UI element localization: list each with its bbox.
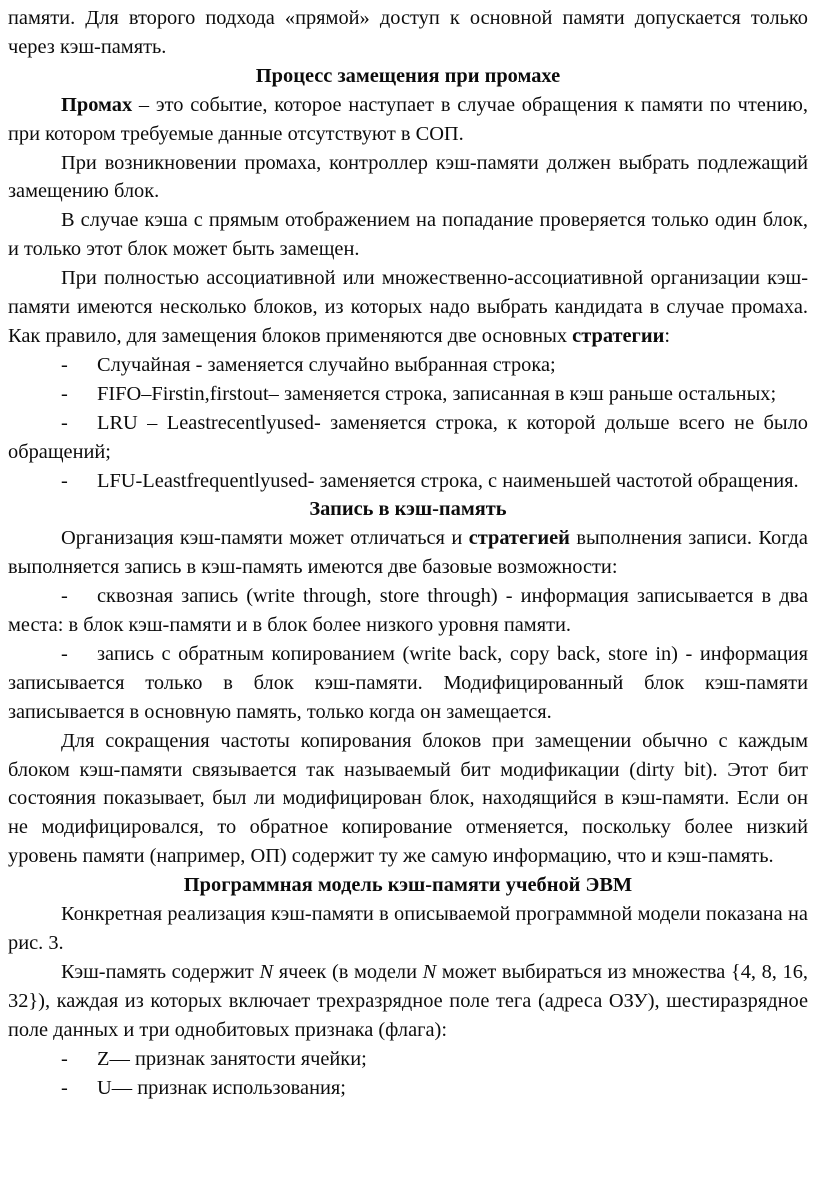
heading-cache-write: Запись в кэш-память — [309, 498, 507, 521]
paragraph-continuation: памяти. Для второго подхода «прямой» доступ к основной памяти допускается только через кэш-память. — [8, 7, 808, 58]
list-item-text: U— признак использования; — [97, 1076, 346, 1099]
term-strategies: стратегии — [572, 324, 665, 347]
var-n: N — [259, 960, 274, 983]
paragraph-miss-definition — [8, 91, 808, 149]
term-miss: Промах — [61, 93, 133, 116]
var-n: N — [422, 960, 437, 983]
paragraph-cells — [8, 958, 808, 1045]
paragraph-write-strategy — [8, 524, 808, 582]
paragraph-associative — [8, 264, 808, 351]
list-dash: - — [61, 353, 68, 376]
list-dash: - — [61, 1047, 68, 1070]
cells-text: ячеек (в модели — [273, 960, 423, 983]
paragraph-dirty-bit: Для сокращения частоты копирования блоков при замещении обычно с каждым блоком кэш-памяти связывается так называемый бит модификации (dirty bit). Этот бит состояния показывает, был ли модифицирован блок, находящийся в кэш-памяти. Если он не модифицировался, то обратное копирование отменяется, поскольку более низкий уровень памяти (например, ОП) содержит ту же самую информацию, что и кэш-память. — [8, 729, 808, 868]
heading-program-model: Программная модель кэш-памяти учебной ЭВМ — [183, 874, 633, 897]
miss-definition-text: – это событие, которое наступает в случае обращения к памяти по чтению, при котором требуемые данные отсутствуют в СОП. — [8, 93, 808, 145]
cells-text: Кэш-память содержит — [61, 960, 260, 983]
list-item-text: FIFO–Firstin,firstout– заменяется строка, записанная в кэш раньше остальных; — [97, 382, 777, 405]
list-item-text: запись с обратным копированием (write back, copy back, store in) - информация записывается только в блок кэш-памяти. Модифицированный блок кэш-памяти записывается в основную память, только когда он замещается. — [8, 642, 808, 723]
list-item-text: LFU-Leastfrequentlyused- заменяется строка, с наименьшей частотой обращения. — [97, 469, 799, 492]
associative-colon: : — [664, 324, 670, 347]
list-dash: - — [61, 469, 68, 492]
heading-replacement-on-miss: Процесс замещения при промахе — [255, 64, 561, 87]
write-strategy-rest: выполнения записи. Когда выполняется запись в кэш-память имеются две базовые возможности: — [8, 527, 808, 579]
list-item-write-back — [8, 640, 808, 727]
list-item-text: Случайная - заменяется случайно выбранная строка; — [97, 353, 556, 376]
list-item-fifo — [8, 380, 808, 409]
paragraph-implementation: Конкретная реализация кэш-памяти в описываемой программной модели показана на рис. 3. — [8, 903, 808, 954]
cells-text: может выбираться из множества {4, 8, 16, 32}), каждая из которых включает трехразрядное поле тега (адреса ОЗУ), шестиразрядное поле данных и три однобитовых признака (флага): — [8, 960, 808, 1041]
list-dash: - — [61, 382, 68, 405]
list-item-text: LRU – Leastrecentlyused- заменяется строка, к которой дольше всего не было обращений; — [8, 411, 808, 463]
list-item-flag-u — [8, 1074, 808, 1103]
paragraph-controller-choice: При возникновении промаха, контроллер кэш-памяти должен выбрать подлежащий замещению блок. — [8, 151, 808, 203]
list-dash: - — [61, 411, 68, 434]
term-strategy: стратегией — [468, 527, 570, 550]
write-strategy-text: Организация кэш-памяти может отличаться и — [61, 527, 469, 550]
list-item-text: сквозная запись (write through, store through) - информация записывается в два места: в блок кэш-памяти и в блок более низкого уровня памяти. — [8, 585, 808, 637]
list-item-flag-z — [8, 1045, 808, 1074]
associative-text: При полностью ассоциативной или множественно-ассоциативной организации кэш-памяти имеются несколько блоков, из которых надо выбрать кандидата в случае промаха. Как правило, для замещения блоков применяются две основных — [8, 267, 808, 347]
list-item-lru — [8, 409, 808, 467]
list-item-write-through — [8, 582, 808, 640]
paragraph-direct-mapped: В случае кэша с прямым отображением на попадание проверяется только один блок, и только этот блок может быть замещен. — [8, 209, 808, 261]
list-item-random — [8, 351, 808, 380]
list-item-lfu — [8, 467, 808, 496]
list-item-text: Z— признак занятости ячейки; — [97, 1047, 367, 1070]
list-dash: - — [61, 642, 68, 665]
list-dash: - — [61, 1076, 68, 1099]
list-dash: - — [61, 585, 68, 608]
